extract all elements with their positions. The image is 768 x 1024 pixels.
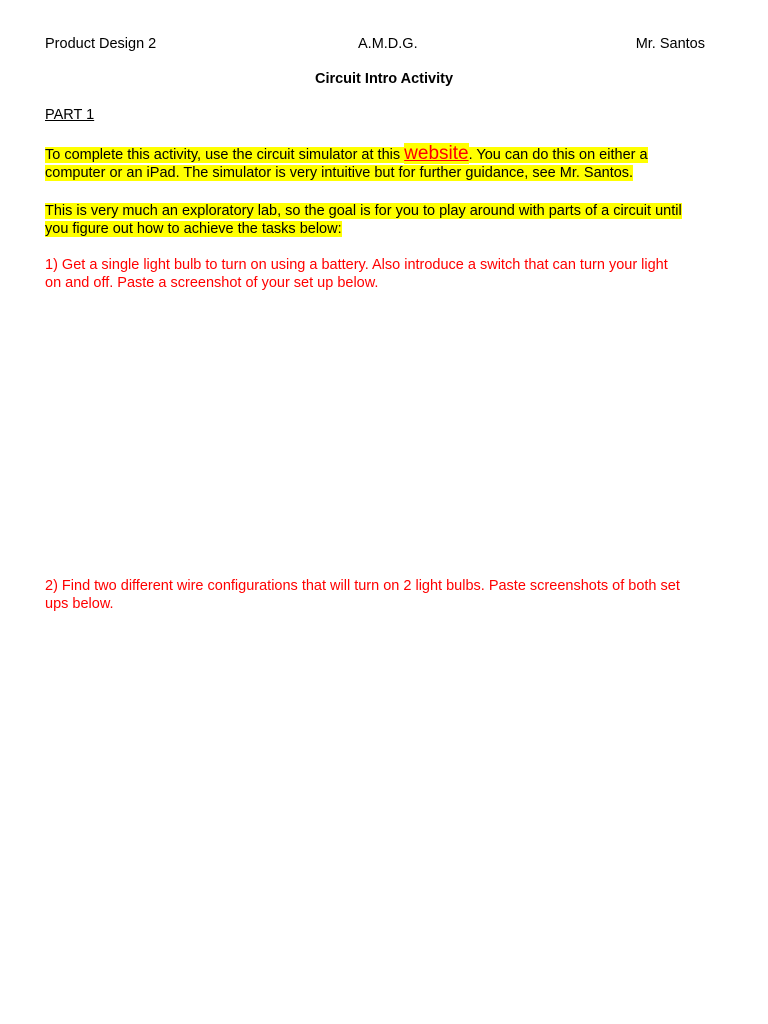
task-2 [45,577,725,613]
course-name: Product Design 2 [45,36,157,52]
task-1 [45,256,725,292]
page-header [45,36,705,54]
exploratory-line2: you figure out how to achieve the tasks below: [45,221,342,237]
header-motto: A.M.D.G. [358,36,418,52]
task-1-line2: on and off. Paste a screenshot of your set up below. [45,275,379,291]
part-heading: PART 1 [45,107,95,123]
intro-text-start: To complete this activity, use the circuit simulator at this [45,147,405,163]
exploratory-line1: This is very much an exploratory lab, so the goal is for you to play around with parts of a circuit until [45,203,682,219]
task-2-line1: 2) Find two different wire configurations that will turn on 2 light bulbs. Paste screenshots of both set [45,578,680,594]
intro-text-line2: computer or an iPad. The simulator is very intuitive but for further guidance, see Mr. Santos. [45,165,634,181]
document-title: Circuit Intro Activity [314,71,454,87]
task-1-line1: 1) Get a single light bulb to turn on using a battery. Also introduce a switch that can turn your light [45,257,668,273]
website-link[interactable]: website [404,143,469,164]
intro-text-end: . You can do this on either a [468,147,648,163]
exploratory-paragraph [45,202,725,238]
intro-paragraph [45,145,725,182]
teacher-name: Mr. Santos [635,36,705,52]
task-2-line2: ups below. [45,596,114,612]
